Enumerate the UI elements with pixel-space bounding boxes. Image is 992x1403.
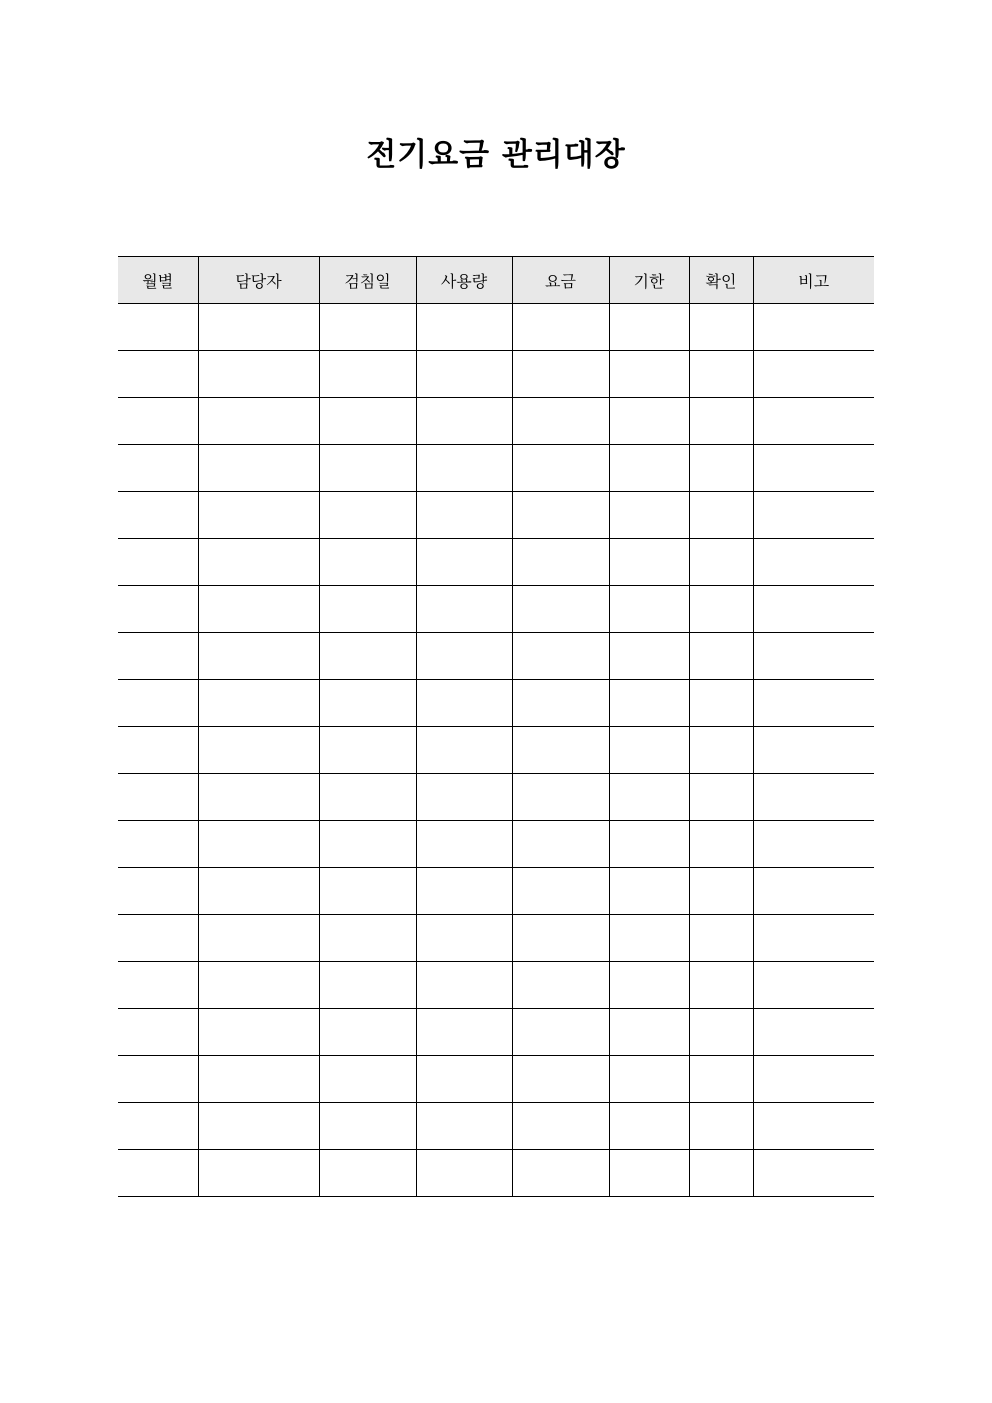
cell-remarks[interactable] xyxy=(753,774,874,821)
table-row xyxy=(118,445,874,492)
cell-fee[interactable] xyxy=(512,915,609,962)
cell-due-date[interactable] xyxy=(609,1009,689,1056)
cell-confirmation[interactable] xyxy=(689,539,753,586)
cell-month[interactable] xyxy=(118,586,198,633)
column-header-month: 월별 xyxy=(118,257,198,304)
cell-usage[interactable] xyxy=(416,915,512,962)
cell-month[interactable] xyxy=(118,1056,198,1103)
table-row xyxy=(118,962,874,1009)
cell-confirmation[interactable] xyxy=(689,774,753,821)
cell-confirmation[interactable] xyxy=(689,915,753,962)
cell-meter-reading-date[interactable] xyxy=(319,633,416,680)
cell-person-in-charge[interactable] xyxy=(198,1056,319,1103)
cell-meter-reading-date[interactable] xyxy=(319,915,416,962)
column-header-usage: 사용량 xyxy=(416,257,512,304)
cell-remarks[interactable] xyxy=(753,351,874,398)
cell-remarks[interactable] xyxy=(753,445,874,492)
cell-usage[interactable] xyxy=(416,868,512,915)
column-header-confirmation: 확인 xyxy=(689,257,753,304)
cell-remarks[interactable] xyxy=(753,727,874,774)
cell-meter-reading-date[interactable] xyxy=(319,774,416,821)
electricity-ledger-table xyxy=(118,256,874,1197)
cell-fee[interactable] xyxy=(512,821,609,868)
cell-fee[interactable] xyxy=(512,1150,609,1197)
cell-due-date[interactable] xyxy=(609,304,689,351)
table-row xyxy=(118,1009,874,1056)
cell-due-date[interactable] xyxy=(609,1103,689,1150)
table-row xyxy=(118,1103,874,1150)
cell-confirmation[interactable] xyxy=(689,680,753,727)
table-row xyxy=(118,304,874,351)
cell-usage[interactable] xyxy=(416,962,512,1009)
cell-due-date[interactable] xyxy=(609,1056,689,1103)
table-row xyxy=(118,398,874,445)
cell-due-date[interactable] xyxy=(609,586,689,633)
cell-month[interactable] xyxy=(118,445,198,492)
cell-usage[interactable] xyxy=(416,492,512,539)
cell-person-in-charge[interactable] xyxy=(198,1103,319,1150)
cell-remarks[interactable] xyxy=(753,492,874,539)
cell-usage[interactable] xyxy=(416,304,512,351)
cell-fee[interactable] xyxy=(512,445,609,492)
column-header-due-date: 기한 xyxy=(609,257,689,304)
table-row xyxy=(118,586,874,633)
cell-month[interactable] xyxy=(118,915,198,962)
cell-meter-reading-date[interactable] xyxy=(319,727,416,774)
cell-month[interactable] xyxy=(118,633,198,680)
cell-confirmation[interactable] xyxy=(689,1103,753,1150)
cell-person-in-charge[interactable] xyxy=(198,586,319,633)
cell-meter-reading-date[interactable] xyxy=(319,586,416,633)
cell-confirmation[interactable] xyxy=(689,821,753,868)
cell-meter-reading-date[interactable] xyxy=(319,398,416,445)
cell-month[interactable] xyxy=(118,1009,198,1056)
cell-usage[interactable] xyxy=(416,1150,512,1197)
cell-due-date[interactable] xyxy=(609,633,689,680)
cell-confirmation[interactable] xyxy=(689,398,753,445)
cell-person-in-charge[interactable] xyxy=(198,821,319,868)
cell-person-in-charge[interactable] xyxy=(198,539,319,586)
cell-meter-reading-date[interactable] xyxy=(319,539,416,586)
cell-meter-reading-date[interactable] xyxy=(319,868,416,915)
cell-remarks[interactable] xyxy=(753,1103,874,1150)
cell-person-in-charge[interactable] xyxy=(198,1150,319,1197)
table-row xyxy=(118,1150,874,1197)
cell-month[interactable] xyxy=(118,1103,198,1150)
cell-fee[interactable] xyxy=(512,304,609,351)
cell-person-in-charge[interactable] xyxy=(198,633,319,680)
cell-confirmation[interactable] xyxy=(689,304,753,351)
cell-remarks[interactable] xyxy=(753,868,874,915)
cell-meter-reading-date[interactable] xyxy=(319,1009,416,1056)
cell-confirmation[interactable] xyxy=(689,1056,753,1103)
cell-person-in-charge[interactable] xyxy=(198,680,319,727)
cell-remarks[interactable] xyxy=(753,1009,874,1056)
cell-remarks[interactable] xyxy=(753,821,874,868)
cell-fee[interactable] xyxy=(512,1009,609,1056)
cell-month[interactable] xyxy=(118,868,198,915)
cell-remarks[interactable] xyxy=(753,633,874,680)
cell-due-date[interactable] xyxy=(609,680,689,727)
cell-fee[interactable] xyxy=(512,586,609,633)
cell-confirmation[interactable] xyxy=(689,962,753,1009)
cell-due-date[interactable] xyxy=(609,492,689,539)
cell-person-in-charge[interactable] xyxy=(198,398,319,445)
cell-due-date[interactable] xyxy=(609,962,689,1009)
cell-due-date[interactable] xyxy=(609,727,689,774)
cell-confirmation[interactable] xyxy=(689,1150,753,1197)
cell-due-date[interactable] xyxy=(609,539,689,586)
cell-confirmation[interactable] xyxy=(689,633,753,680)
cell-fee[interactable] xyxy=(512,680,609,727)
cell-due-date[interactable] xyxy=(609,398,689,445)
cell-meter-reading-date[interactable] xyxy=(319,351,416,398)
cell-meter-reading-date[interactable] xyxy=(319,1103,416,1150)
table-body xyxy=(118,304,874,1197)
cell-usage[interactable] xyxy=(416,445,512,492)
cell-due-date[interactable] xyxy=(609,351,689,398)
cell-confirmation[interactable] xyxy=(689,1009,753,1056)
cell-confirmation[interactable] xyxy=(689,492,753,539)
cell-meter-reading-date[interactable] xyxy=(319,680,416,727)
cell-person-in-charge[interactable] xyxy=(198,868,319,915)
cell-person-in-charge[interactable] xyxy=(198,915,319,962)
cell-due-date[interactable] xyxy=(609,445,689,492)
cell-fee[interactable] xyxy=(512,633,609,680)
table-row xyxy=(118,774,874,821)
cell-remarks[interactable] xyxy=(753,304,874,351)
table-row xyxy=(118,351,874,398)
cell-month[interactable] xyxy=(118,774,198,821)
column-header-person-in-charge: 담당자 xyxy=(198,257,319,304)
cell-meter-reading-date[interactable] xyxy=(319,445,416,492)
cell-usage[interactable] xyxy=(416,1056,512,1103)
cell-remarks[interactable] xyxy=(753,962,874,1009)
cell-usage[interactable] xyxy=(416,398,512,445)
table-row xyxy=(118,821,874,868)
cell-month[interactable] xyxy=(118,727,198,774)
cell-month[interactable] xyxy=(118,1150,198,1197)
cell-due-date[interactable] xyxy=(609,915,689,962)
cell-meter-reading-date[interactable] xyxy=(319,962,416,1009)
cell-fee[interactable] xyxy=(512,1056,609,1103)
cell-fee[interactable] xyxy=(512,351,609,398)
cell-month[interactable] xyxy=(118,539,198,586)
cell-fee[interactable] xyxy=(512,398,609,445)
cell-person-in-charge[interactable] xyxy=(198,774,319,821)
cell-fee[interactable] xyxy=(512,492,609,539)
cell-month[interactable] xyxy=(118,492,198,539)
column-header-meter-reading-date: 검침일 xyxy=(319,257,416,304)
cell-month[interactable] xyxy=(118,821,198,868)
cell-person-in-charge[interactable] xyxy=(198,727,319,774)
table-row xyxy=(118,492,874,539)
cell-month[interactable] xyxy=(118,351,198,398)
cell-usage[interactable] xyxy=(416,586,512,633)
cell-person-in-charge[interactable] xyxy=(198,304,319,351)
table-row xyxy=(118,727,874,774)
cell-month[interactable] xyxy=(118,398,198,445)
cell-remarks[interactable] xyxy=(753,915,874,962)
cell-fee[interactable] xyxy=(512,774,609,821)
cell-meter-reading-date[interactable] xyxy=(319,1056,416,1103)
cell-fee[interactable] xyxy=(512,1103,609,1150)
cell-confirmation[interactable] xyxy=(689,727,753,774)
column-header-fee: 요금 xyxy=(512,257,609,304)
page-title: 전기요금 관리대장 xyxy=(366,137,626,173)
cell-due-date[interactable] xyxy=(609,774,689,821)
cell-remarks[interactable] xyxy=(753,1056,874,1103)
cell-usage[interactable] xyxy=(416,633,512,680)
table-header-row xyxy=(118,257,874,304)
cell-month[interactable] xyxy=(118,680,198,727)
cell-meter-reading-date[interactable] xyxy=(319,304,416,351)
cell-fee[interactable] xyxy=(512,727,609,774)
cell-confirmation[interactable] xyxy=(689,868,753,915)
table-row xyxy=(118,680,874,727)
cell-fee[interactable] xyxy=(512,539,609,586)
cell-usage[interactable] xyxy=(416,821,512,868)
cell-meter-reading-date[interactable] xyxy=(319,821,416,868)
column-header-remarks: 비고 xyxy=(753,257,874,304)
cell-person-in-charge[interactable] xyxy=(198,351,319,398)
cell-due-date[interactable] xyxy=(609,1150,689,1197)
cell-person-in-charge[interactable] xyxy=(198,445,319,492)
cell-person-in-charge[interactable] xyxy=(198,492,319,539)
cell-confirmation[interactable] xyxy=(689,586,753,633)
table-row xyxy=(118,915,874,962)
cell-usage[interactable] xyxy=(416,727,512,774)
cell-usage[interactable] xyxy=(416,1103,512,1150)
cell-fee[interactable] xyxy=(512,868,609,915)
table-row xyxy=(118,868,874,915)
table-row xyxy=(118,1056,874,1103)
cell-person-in-charge[interactable] xyxy=(198,962,319,1009)
table-row xyxy=(118,539,874,586)
cell-due-date[interactable] xyxy=(609,821,689,868)
cell-usage[interactable] xyxy=(416,680,512,727)
cell-due-date[interactable] xyxy=(609,868,689,915)
cell-meter-reading-date[interactable] xyxy=(319,1150,416,1197)
cell-remarks[interactable] xyxy=(753,586,874,633)
cell-meter-reading-date[interactable] xyxy=(319,492,416,539)
cell-remarks[interactable] xyxy=(753,680,874,727)
cell-remarks[interactable] xyxy=(753,539,874,586)
cell-usage[interactable] xyxy=(416,774,512,821)
table-row xyxy=(118,633,874,680)
cell-confirmation[interactable] xyxy=(689,351,753,398)
cell-usage[interactable] xyxy=(416,1009,512,1056)
cell-month[interactable] xyxy=(118,304,198,351)
cell-usage[interactable] xyxy=(416,351,512,398)
cell-person-in-charge[interactable] xyxy=(198,1009,319,1056)
cell-confirmation[interactable] xyxy=(689,445,753,492)
cell-remarks[interactable] xyxy=(753,398,874,445)
cell-usage[interactable] xyxy=(416,539,512,586)
cell-fee[interactable] xyxy=(512,962,609,1009)
cell-month[interactable] xyxy=(118,962,198,1009)
cell-remarks[interactable] xyxy=(753,1150,874,1197)
